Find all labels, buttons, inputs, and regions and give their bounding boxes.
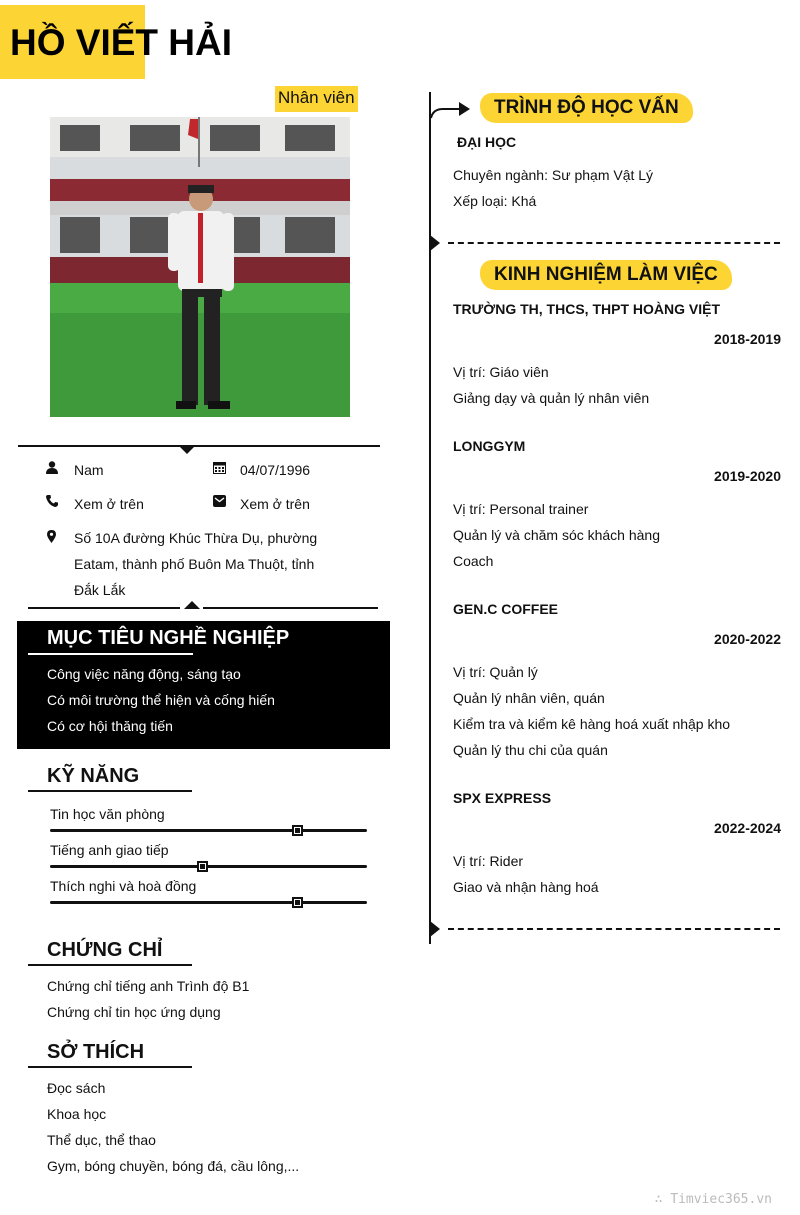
job-period: 2020-2022 — [714, 631, 781, 647]
skill-level-knob — [197, 861, 208, 872]
watermark: ∴ Timviec365.vn — [654, 1192, 772, 1207]
education-divider — [448, 242, 780, 244]
triangle-down-icon — [179, 446, 195, 454]
triangle-up-icon — [184, 601, 200, 609]
job-org: TRƯỜNG TH, THCS, THPT HOÀNG VIỆT — [453, 301, 720, 317]
skill-bar — [50, 865, 367, 868]
profile-photo — [50, 117, 350, 417]
info-top-divider — [18, 445, 380, 447]
info-bottom-divider-right — [203, 607, 378, 609]
skill-label: Tin học văn phòng — [50, 806, 165, 822]
job-org: GEN.C COFFEE — [453, 601, 559, 617]
job-period: 2018-2019 — [714, 331, 781, 347]
phone-icon — [46, 495, 60, 509]
address-line-2: Eatam, thành phố Buôn Ma Thuột, tỉnh — [74, 556, 315, 572]
hobby-item: Khoa học — [47, 1106, 107, 1122]
career-objective-section — [17, 621, 390, 749]
job-org: SPX EXPRESS — [453, 790, 552, 806]
calendar-icon — [213, 461, 227, 475]
birthday-value: 04/07/1996 — [240, 462, 311, 478]
job-period: 2022-2024 — [714, 820, 781, 836]
skill-bar — [50, 901, 367, 904]
job-line: Quản lý thu chi của quán — [453, 742, 608, 758]
skills-title: KỸ NĂNG — [47, 765, 140, 787]
objective-item: Có môi trường thể hiện và cống hiến — [47, 692, 275, 708]
hobby-item: Thể dục, thể thao — [47, 1132, 156, 1148]
job-line: Kiểm tra và kiểm kê hàng hoá xuất nhập kho — [453, 716, 731, 732]
job-line: Coach — [453, 553, 494, 569]
job-line: Quản lý nhân viên, quán — [453, 690, 605, 706]
certificates-underline — [28, 964, 192, 966]
experience-divider — [448, 928, 780, 930]
address-line-1: Số 10A đường Khúc Thừa Dụ, phường — [74, 530, 318, 546]
objective-title: MỤC TIÊU NGHỀ NGHIỆP — [47, 627, 290, 649]
timeline-marker-icon — [430, 235, 440, 251]
skill-bar — [50, 829, 367, 832]
job-line: Vị trí: Rider — [453, 853, 524, 869]
job-org: LONGGYM — [453, 438, 526, 454]
job-period: 2019-2020 — [714, 468, 781, 484]
info-bottom-divider-left — [28, 607, 180, 609]
hobbies-title: SỞ THÍCH — [47, 1041, 145, 1063]
hobby-item: Đọc sách — [47, 1080, 106, 1096]
phone-value[interactable]: Xem ở trên — [74, 496, 144, 512]
skill-level-knob — [292, 897, 303, 908]
job-line: Vị trí: Giáo viên — [453, 364, 549, 380]
email-icon — [213, 495, 227, 509]
address-line-3: Đắk Lắk — [74, 582, 126, 598]
location-pin-icon — [47, 530, 61, 544]
hobbies-underline — [28, 1066, 192, 1068]
objective-underline — [28, 653, 193, 655]
job-line: Vị trí: Quản lý — [453, 664, 538, 680]
skill-label: Thích nghi và hoà đồng — [50, 878, 197, 894]
education-major: Chuyên ngành: Sư phạm Vật Lý — [453, 167, 654, 183]
skills-underline — [28, 790, 192, 792]
arrow-right-icon — [431, 96, 471, 122]
job-line: Quản lý và chăm sóc khách hàng — [453, 527, 661, 543]
education-title: TRÌNH ĐỘ HỌC VẤN — [480, 93, 693, 123]
job-line: Giao và nhận hàng hoá — [453, 879, 599, 895]
objective-item: Công việc năng động, sáng tạo — [47, 666, 241, 682]
certificate-item: Chứng chỉ tiếng anh Trình độ B1 — [47, 978, 250, 994]
user-icon — [46, 461, 60, 475]
certificate-item: Chứng chỉ tin học ứng dụng — [47, 1004, 221, 1020]
objective-item: Có cơ hội thăng tiến — [47, 718, 173, 734]
experience-title: KINH NGHIỆM LÀM VIỆC — [480, 260, 732, 290]
hobby-item: Gym, bóng chuyền, bóng đá, cầu lông,... — [47, 1158, 300, 1174]
email-value[interactable]: Xem ở trên — [240, 496, 310, 512]
certificates-title: CHỨNG CHỈ — [47, 939, 163, 961]
job-position: Nhân viên — [275, 86, 358, 112]
candidate-name: HỒ VIẾT HẢI — [10, 22, 233, 63]
education-rank: Xếp loại: Khá — [453, 193, 537, 209]
skill-label: Tiếng anh giao tiếp — [50, 842, 169, 858]
gender-value: Nam — [74, 462, 104, 478]
job-line: Giảng dạy và quản lý nhân viên — [453, 390, 650, 406]
skill-level-knob — [292, 825, 303, 836]
timeline-line — [429, 92, 431, 944]
job-line: Vị trí: Personal trainer — [453, 501, 589, 517]
education-level: ĐẠI HỌC — [457, 134, 517, 150]
timeline-marker-icon — [430, 921, 440, 937]
